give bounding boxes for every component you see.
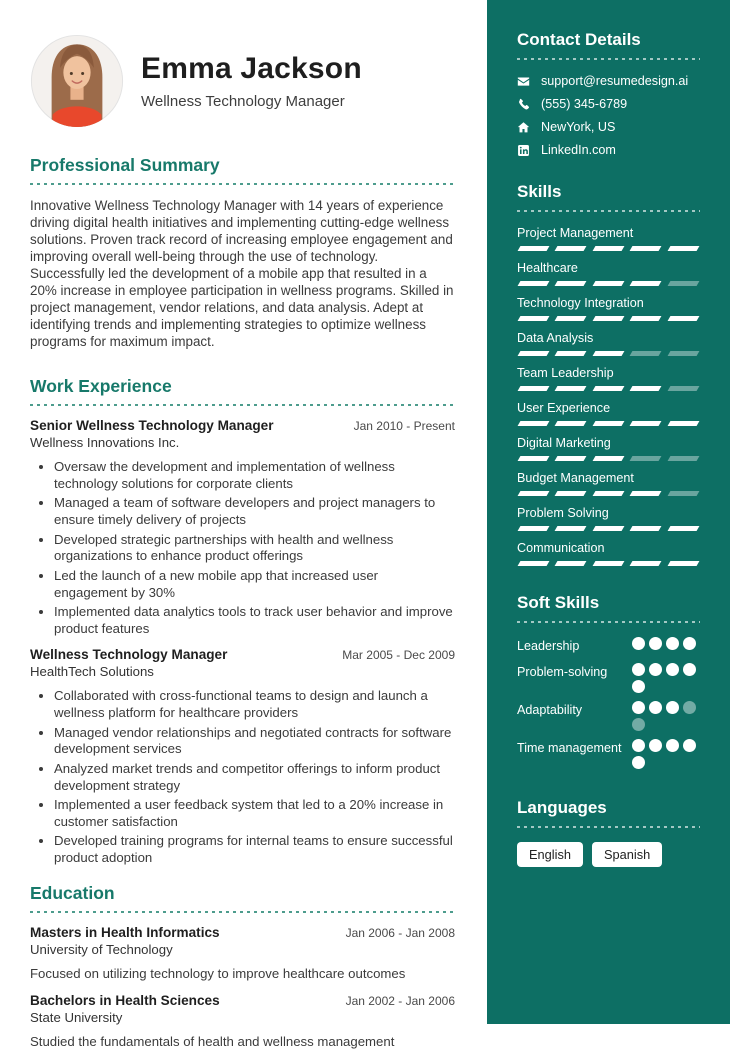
job-header	[30, 418, 455, 433]
skill-bar-segment	[667, 351, 699, 356]
skill-bar-segment	[555, 456, 587, 461]
skill-level-bar	[517, 491, 700, 496]
education-list	[30, 925, 455, 1049]
skill-bar-segment	[518, 281, 550, 286]
skill-bar-segment	[518, 351, 550, 356]
skill-name: Healthcare	[517, 261, 578, 275]
skill-level-bar	[517, 421, 700, 426]
experience-item	[30, 647, 455, 866]
contact-text: (555) 345-6789	[541, 97, 628, 111]
soft-skill-dot	[649, 637, 662, 650]
skill-name: Digital Marketing	[517, 436, 611, 450]
education-item	[30, 993, 455, 1049]
skill-bar-segment	[667, 246, 699, 251]
languages-section	[517, 798, 700, 867]
skill-name: Communication	[517, 541, 605, 555]
skill-bar-segment	[667, 456, 699, 461]
skill-bar-segment	[518, 386, 550, 391]
skill-level-bar	[517, 246, 700, 251]
heading-divider	[517, 210, 700, 212]
soft-skill-dot	[632, 701, 645, 714]
soft-skill-dot	[632, 739, 645, 752]
soft-skill-dot	[649, 663, 662, 676]
skill-bar-segment	[630, 386, 662, 391]
skill-bar-segment	[630, 561, 662, 566]
skill-bar-segment	[592, 491, 624, 496]
skill-bar-segment	[555, 421, 587, 426]
header-text	[141, 52, 362, 110]
skill-bar-segment	[592, 421, 624, 426]
linkedin-icon	[517, 144, 530, 157]
soft-skill-name: Problem-solving	[517, 665, 608, 679]
email-icon	[517, 75, 530, 88]
skill-bar-segment	[592, 351, 624, 356]
skill-bar-segment	[518, 316, 550, 321]
contact-text: LinkedIn.com	[541, 143, 616, 157]
skill-bar-segment	[518, 246, 550, 251]
skill-bar-segment	[555, 526, 587, 531]
degree-title: Masters in Health Informatics	[30, 924, 220, 940]
education-header	[30, 925, 455, 940]
education-dates: Jan 2002 - Jan 2006	[345, 993, 455, 1008]
skills-list	[517, 226, 700, 566]
resume-header	[30, 34, 455, 128]
degree-title: Bachelors in Health Sciences	[30, 992, 220, 1008]
person-job-title: Wellness Technology Manager	[141, 93, 345, 110]
soft-skill-dots	[632, 701, 700, 731]
skills-section	[517, 182, 700, 566]
skill-level-bar	[517, 561, 700, 566]
skill-bar-segment	[518, 421, 550, 426]
experience-section	[30, 376, 455, 867]
skill-bar-segment	[555, 281, 587, 286]
skill-bar-segment	[592, 246, 624, 251]
languages-heading: Languages	[517, 798, 607, 817]
soft-skill-row	[517, 739, 700, 769]
skill-bar-segment	[518, 456, 550, 461]
contact-list	[517, 74, 700, 157]
skill-level-bar	[517, 351, 700, 356]
skill-item	[517, 261, 700, 286]
job-bullet-list	[30, 688, 455, 866]
skill-bar-segment	[555, 491, 587, 496]
soft-skill-dot	[649, 739, 662, 752]
skill-name: Budget Management	[517, 471, 634, 485]
skill-name: Project Management	[517, 226, 634, 240]
contact-section	[517, 30, 700, 157]
skill-level-bar	[517, 386, 700, 391]
contact-text: support@resumedesign.ai	[541, 74, 689, 88]
job-bullet-list	[30, 459, 455, 637]
soft-skill-dot	[666, 701, 679, 714]
job-bullet: • Developed strategic partnerships with health and wellness organizations to enhance product offerings	[54, 532, 455, 565]
soft-skill-dot	[666, 663, 679, 676]
skill-item	[517, 366, 700, 391]
soft-skills-heading: Soft Skills	[517, 593, 600, 612]
skill-bar-segment	[630, 246, 662, 251]
skill-bar-segment	[592, 281, 624, 286]
skill-bar-segment	[630, 316, 662, 321]
education-description: Focused on utilizing technology to improve healthcare outcomes	[30, 965, 406, 981]
soft-skill-name: Adaptability	[517, 703, 583, 717]
soft-skill-row	[517, 637, 700, 655]
skill-item	[517, 401, 700, 426]
experience-heading: Work Experience	[30, 376, 172, 397]
soft-skill-dots	[632, 637, 700, 650]
soft-skill-dot	[632, 663, 645, 676]
soft-skills-section	[517, 593, 700, 769]
home-icon	[517, 121, 530, 134]
soft-skill-row	[517, 701, 700, 731]
skill-item	[517, 296, 700, 321]
skill-bar-segment	[667, 491, 699, 496]
profile-photo-illustration	[30, 34, 124, 128]
school-name: State University	[30, 1009, 123, 1025]
soft-skill-name: Leadership	[517, 639, 580, 653]
job-bullet: • Led the launch of a new mobile app that increased user engagement by 30%	[54, 568, 455, 601]
skill-bar-segment	[630, 281, 662, 286]
education-heading: Education	[30, 882, 115, 903]
education-dates: Jan 2006 - Jan 2008	[345, 925, 455, 940]
soft-skill-dots	[632, 663, 700, 693]
job-bullet: • Implemented a user feedback system that led to a 20% increase in customer satisfaction	[54, 797, 455, 830]
contact-row	[517, 120, 700, 134]
skill-bar-segment	[555, 561, 587, 566]
skill-level-bar	[517, 456, 700, 461]
soft-skill-dot	[666, 637, 679, 650]
job-dates: Jan 2010 - Present	[353, 419, 455, 434]
soft-skill-dot	[683, 739, 696, 752]
skill-item	[517, 436, 700, 461]
soft-skill-dot	[683, 701, 696, 714]
job-dates: Mar 2005 - Dec 2009	[342, 648, 455, 663]
experience-item	[30, 418, 455, 637]
summary-heading: Professional Summary	[30, 155, 220, 175]
job-company: HealthTech Solutions	[30, 664, 154, 680]
soft-skill-dot	[632, 637, 645, 650]
skill-name: Problem Solving	[517, 506, 609, 520]
language-pill[interactable]: Spanish	[592, 842, 662, 867]
resume-sidebar	[487, 0, 730, 1024]
soft-skill-dots	[632, 739, 700, 769]
skill-level-bar	[517, 316, 700, 321]
soft-skill-row	[517, 663, 700, 693]
skill-bar-segment	[630, 456, 662, 461]
soft-skill-dot	[632, 680, 645, 693]
summary-text: Innovative Wellness Technology Manager with 14 years of experience driving digital health initiatives and implementing cutting-edge wellness solutions. Proven track record of increasing employee engagement and improving overall well-being through the use of technology. Successfully led the development of a mobile app that resulted in a 20% increase in employee participation in wellness programs. Skilled in project management, vendor relations, and data analysis. Adept at identifying trends and implementing strategies to optimize wellness programs for maximum impact.	[30, 198, 454, 350]
job-bullet: • Managed vendor relationships and negotiated contracts for software development services	[54, 725, 455, 758]
job-bullet: • Collaborated with cross-functional teams to design and launch a wellness platform for healthcare providers	[54, 688, 455, 721]
soft-skill-dot	[632, 718, 645, 731]
skill-bar-segment	[592, 386, 624, 391]
job-title: Wellness Technology Manager	[30, 647, 228, 663]
skill-bar-segment	[630, 491, 662, 496]
profile-photo	[30, 34, 124, 128]
heading-divider	[30, 911, 455, 913]
skill-item	[517, 331, 700, 356]
job-bullet: • Developed training programs for internal teams to ensure successful product adoption	[54, 833, 455, 866]
heading-divider	[517, 826, 700, 828]
job-company: Wellness Innovations Inc.	[30, 435, 180, 451]
skill-name: Team Leadership	[517, 366, 614, 380]
skill-bar-segment	[518, 491, 550, 496]
job-title: Senior Wellness Technology Manager	[30, 418, 274, 434]
skill-bar-segment	[592, 316, 624, 321]
job-bullet: • Managed a team of software developers and project managers to ensure timely delivery of projects	[54, 495, 455, 528]
school-name: University of Technology	[30, 941, 173, 957]
skill-bar-segment	[667, 561, 699, 566]
job-bullet: • Implemented data analytics tools to track user behavior and improve product features	[54, 604, 455, 637]
skill-bar-segment	[555, 386, 587, 391]
languages-list	[517, 842, 700, 867]
education-item	[30, 925, 455, 981]
skill-bar-segment	[518, 561, 550, 566]
skill-bar-segment	[555, 246, 587, 251]
experience-list	[30, 418, 455, 867]
skill-level-bar	[517, 526, 700, 531]
summary-section	[30, 155, 455, 350]
job-bullet: • Analyzed market trends and competitor offerings to inform product development strategy	[54, 761, 455, 794]
skill-bar-segment	[630, 351, 662, 356]
contact-heading: Contact Details	[517, 30, 641, 49]
skill-name: Data Analysis	[517, 331, 594, 345]
skill-bar-segment	[667, 281, 699, 286]
soft-skills-list	[517, 637, 700, 769]
heading-divider	[517, 621, 700, 623]
soft-skill-name: Time management	[517, 741, 622, 755]
skill-bar-segment	[667, 316, 699, 321]
skill-bar-segment	[667, 421, 699, 426]
job-bullet: • Oversaw the development and implementation of wellness technology solutions for corporate clients	[54, 459, 455, 492]
skill-bar-segment	[592, 526, 624, 531]
soft-skill-dot	[649, 701, 662, 714]
person-name: Emma Jackson	[141, 52, 362, 85]
skill-bar-segment	[630, 526, 662, 531]
soft-skill-dot	[632, 756, 645, 769]
heading-divider	[30, 183, 455, 185]
skill-item	[517, 541, 700, 566]
skill-bar-segment	[555, 351, 587, 356]
language-pill[interactable]: English	[517, 842, 583, 867]
skills-heading: Skills	[517, 182, 562, 201]
skill-item	[517, 506, 700, 531]
skill-bar-segment	[518, 526, 550, 531]
heading-divider	[517, 58, 700, 60]
skill-bar-segment	[667, 386, 699, 391]
skill-name: User Experience	[517, 401, 611, 415]
education-header	[30, 993, 455, 1008]
contact-row	[517, 74, 700, 88]
education-description: Studied the fundamentals of health and wellness management	[30, 1033, 395, 1049]
heading-divider	[30, 404, 455, 406]
soft-skill-dot	[683, 663, 696, 676]
skill-level-bar	[517, 281, 700, 286]
skill-item	[517, 226, 700, 251]
skill-bar-segment	[555, 316, 587, 321]
skill-item	[517, 471, 700, 496]
skill-bar-segment	[592, 561, 624, 566]
phone-icon	[517, 98, 530, 111]
skill-bar-segment	[592, 456, 624, 461]
job-header	[30, 647, 455, 662]
contact-row	[517, 143, 700, 157]
skill-name: Technology Integration	[517, 296, 644, 310]
soft-skill-dot	[683, 637, 696, 650]
skill-bar-segment	[630, 421, 662, 426]
soft-skill-dot	[666, 739, 679, 752]
skill-bar-segment	[667, 526, 699, 531]
contact-row	[517, 97, 700, 111]
contact-text: NewYork, US	[541, 120, 616, 134]
